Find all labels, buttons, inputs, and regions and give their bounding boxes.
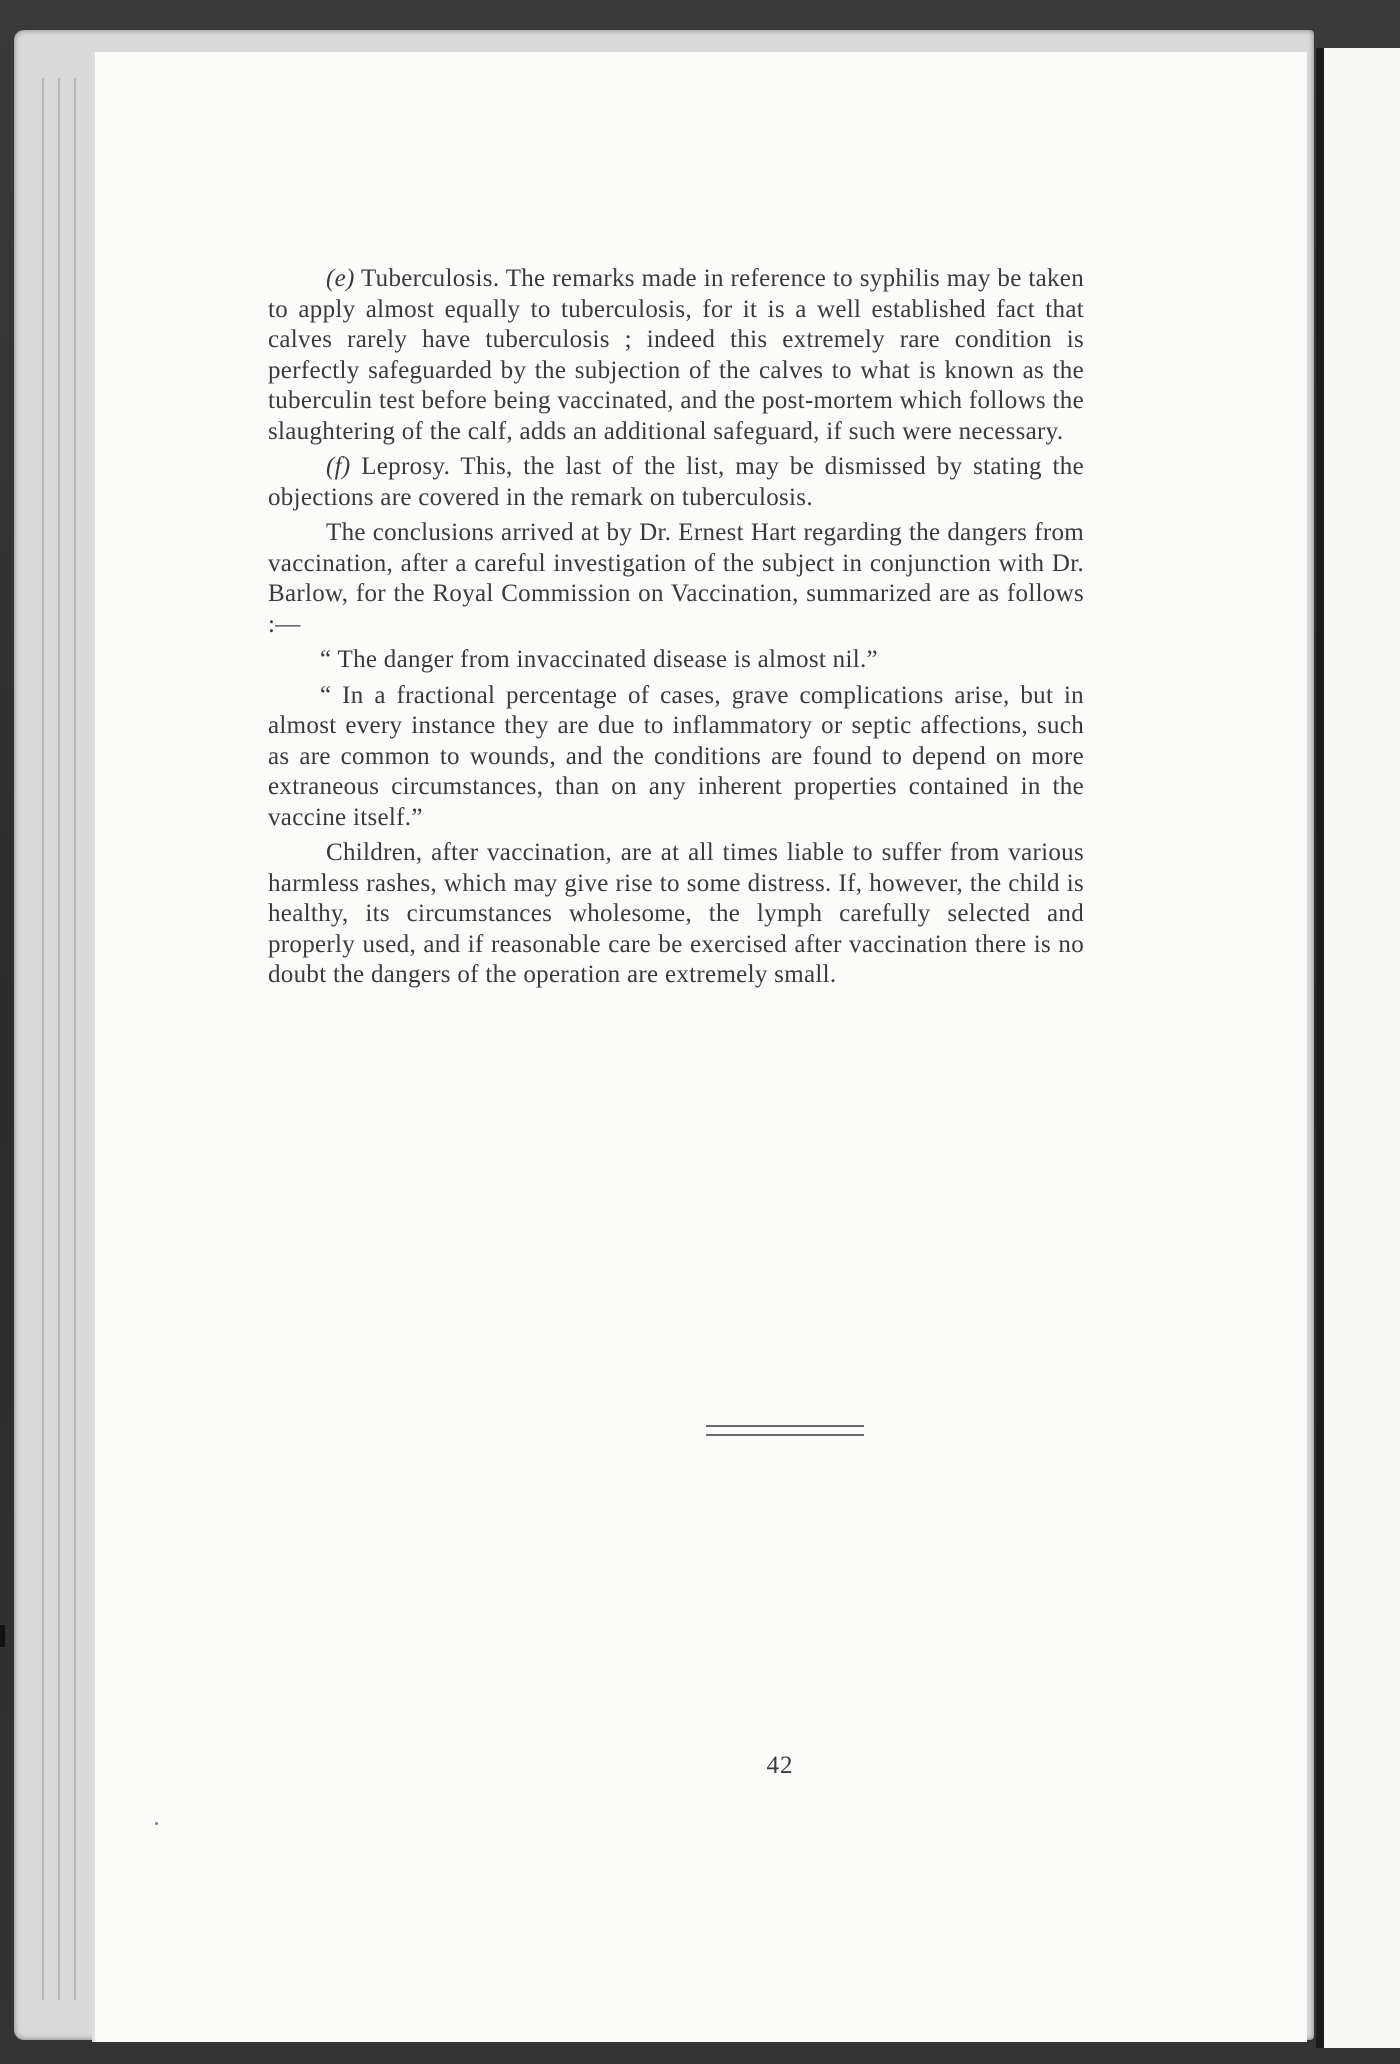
paragraph-children: Children, after vaccination, are at all times liable to suffer from various harmless rashes, which may give rise to some distress. If, however, the child is healthy, its circumstances wholesome, the lymph carefully selected and properly used, and if reasonable care be exercised after vaccination there is no doubt the dangers of the operation are extremely small. (268, 839, 1084, 988)
scan-speck (155, 1822, 158, 1825)
quote-complications: “ In a fractional percentage of cases, grave complications arise, but in almost every instance they are due to inflammatory or septic affections, such as are common to wounds, and the conditions are found to depend on more extraneous circumstances, than on any inherent properties contained in the vaccine itself.” (268, 681, 1084, 831)
page-edge-line (74, 78, 76, 2000)
paragraph-tuberculosis (268, 264, 1084, 447)
paragraph-marker: (e) (326, 265, 355, 292)
paragraph-conclusions: The conclusions arrived at by Dr. Ernest Hart regarding the dangers from vaccination, after a careful investigation of the subject in conjunction with Dr. Barlow, for the Royal Commission on Vaccination, summarized are as follows :— (268, 519, 1084, 638)
page-edge-line (42, 78, 44, 2000)
body-text (268, 264, 1084, 996)
page-edge-line (58, 78, 60, 2000)
quote-danger-nil: “ The danger from invaccinated disease is almost nil.” (320, 646, 878, 673)
paragraph-leprosy (268, 452, 1084, 513)
section-ornament-rule (706, 1425, 864, 1436)
paragraph-marker: (f) (326, 453, 351, 480)
adjacent-page-strip (1316, 48, 1400, 2048)
edge-mark (0, 1625, 5, 1647)
paragraph-text: Leprosy. This, the last of the list, may be dismissed by stating the objections are covered in the remark on tuberculosis. (268, 453, 1084, 511)
page-number: 42 (766, 1752, 794, 1779)
paragraph-text: Tuberculosis. The remarks made in reference to syphilis may be taken to apply almost equally to tuberculosis, for it is a well established fact that calves rarely have tuberculosis ; indeed this extremely rare condition is perfectly safeguarded by the subjection of the calves to what is known as the tuberculin test before being vaccinated, and the post-mortem which follows the slaughtering of the calf, adds an additional safeguard, if such were necessary. (268, 265, 1084, 445)
